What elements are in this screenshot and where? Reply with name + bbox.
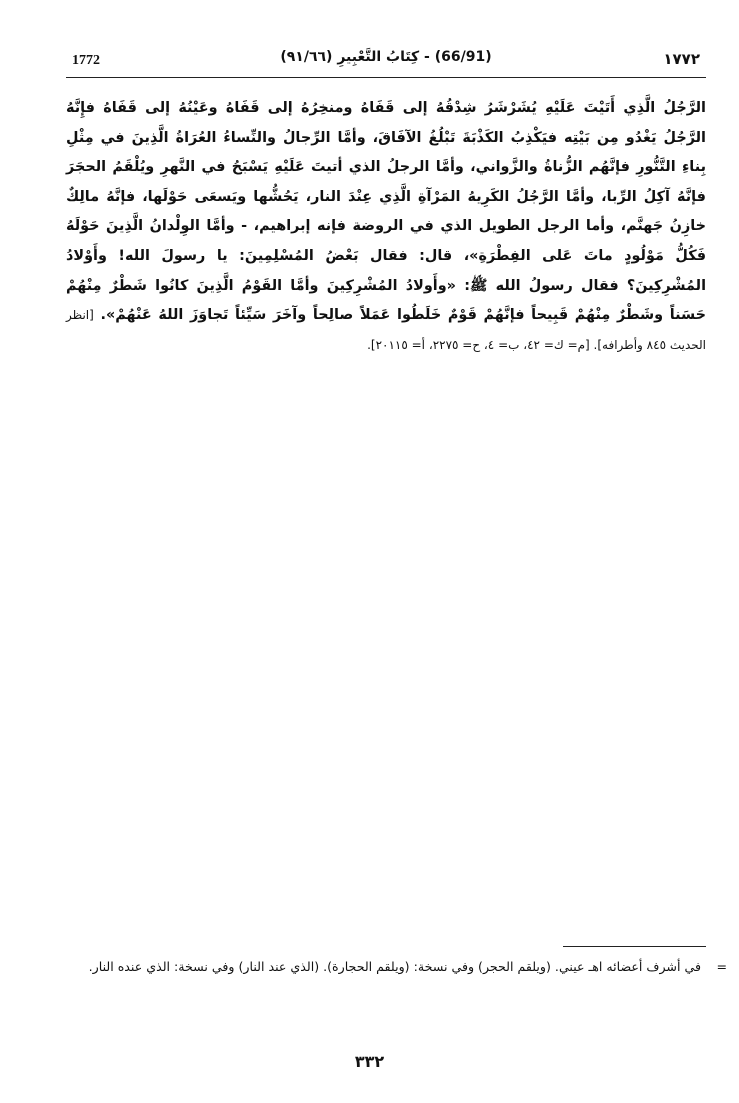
footnote-rule [563, 946, 706, 947]
footnote-marker: = [716, 959, 727, 974]
header-rule [66, 77, 706, 79]
footnote [70, 955, 727, 979]
footnote-text: في أشرف أعضائه اهـ عيني. (ويلقم الحجر) وفي نسخة: (ويلقم الحجارة). (الذي عند النار) وفي نسخة: الذي عنده النار. [88, 959, 701, 974]
page-number-latin: 1772 [72, 53, 100, 68]
hadith-reference: [انظر الحديث ٨٤٥ وأطرافه]. [م= ك= ٤٢، ب= ٤، ح= ٢٢٧٥، أ= ٢٠١١٥]. [66, 308, 706, 352]
page-number-arabic-header: ١٧٧٢ [663, 50, 700, 68]
page-header [66, 44, 706, 78]
running-title: (66/91) - كِتَابُ التَّعْبِيرِ (٩١/٦٦) [280, 49, 492, 65]
page-number-footer: ٣٣٢ [354, 1052, 385, 1071]
hadith-body: الرَّجُلُ الَّذِي أَتَيْتَ عَلَيْهِ يُشَرْشَرُ شِدْقُهُ إلى قَفَاهُ ومنخِرُهُ إلى قَفَاهُ وعَيْنُهُ إلى قَفَاهُ فإِنَّهُ الرَّجُلُ يَغْدُو مِن بَيْتِه فيَكْذِبُ الكَذْبَةَ تَبْلُغُ الآفَاقَ، وأمَّا الرِّجالُ والنِّساءُ العُرَاةُ الَّذِينَ في مِثْلِ بِناءِ التَّنُّورِ فإنَّهُم الزُّناةُ والزَّواني، وأمَّا الرجلُ الذي أتيتَ عَلَيْهِ يَسْبَحُ في النَّهرِ ويُلْقَمُ الحجَرَ فإنَّهُ آكِلُ الرِّبا، وأمَّا الرَّجُلُ الكَرِيهُ المَرْآةِ الَّذِي عِنْدَ النار، يَحُشُّها ويَسعَى حَوْلَها، فإنَّهُ مالِكٌ خازِنُ جَهنَّم، وأما الرجل الطويل الذي في الروضة فإنه إبراهيم، - وأمَّا الوِلْدانُ الَّذِينَ حَوْلَهُ فَكُلُّ مَوْلُودٍ ماتَ عَلى الفِطْرَةِ»، قال: فقال بَعْضُ المُسْلِمِينَ: يا رسولَ الله! وأَوْلادُ المُشْرِكِينَ؟ فقال رسولُ الله ﷺ: «وأَولادُ المُشْرِكِينَ وأمَّا القَوْمُ الَّذِينَ كانُوا شَطْرٌ مِنْهُمْ حَسَناً وشَطْرٌ مِنْهُمْ قَبِيحاً فإنَّهُمْ قَوْمٌ خَلَطُوا عَمَلاً صالِحاً وآخَرَ سَيِّئاً تَجاوَزَ اللهُ عَنْهُمْ». [66, 100, 706, 324]
hadith-text [66, 94, 706, 360]
